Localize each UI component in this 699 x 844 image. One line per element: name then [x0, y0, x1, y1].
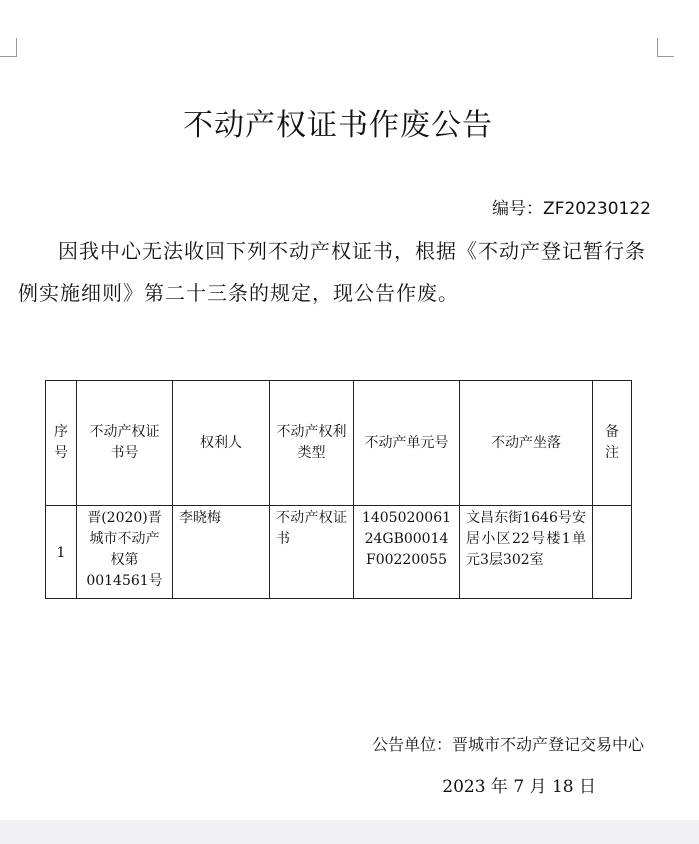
cell-seq: 1 — [46, 506, 77, 599]
cell-remark — [593, 506, 632, 599]
table-row — [46, 506, 632, 599]
cell-unit-no: 140502006124GB00014F00220055 — [354, 506, 460, 599]
cell-cert-no: 晋(2020)晋城市不动产权第0014561号 — [77, 506, 173, 599]
header-right-type: 不动产权利类型 — [270, 381, 354, 506]
document-title: 不动产权证书作废公告 — [183, 108, 493, 143]
document-number: 编号：ZF20230122 — [492, 199, 651, 219]
announcement-paragraph: 因我中心无法收回下列不动产权证书，根据《不动产登记暂行条例实施细则》第二十三条的规定，现公告作废。 — [18, 239, 646, 305]
cell-holder: 李晓梅 — [173, 506, 270, 599]
issuing-unit: 公告单位：晋城市不动产登记交易中心 — [371, 735, 644, 754]
header-location: 不动产坐落 — [460, 381, 593, 506]
margin-corner-mark-right — [657, 38, 674, 57]
header-holder: 权利人 — [173, 381, 270, 506]
certificate-table — [45, 380, 632, 599]
header-unit-no: 不动产单元号 — [354, 381, 460, 506]
issue-date: 2023 年 7 月 18 日 — [442, 777, 596, 797]
cell-right-type: 不动产权证书 — [270, 506, 354, 599]
cell-location: 文昌东街1646号安居小区22号楼1单元3层302室 — [460, 506, 593, 599]
margin-corner-mark-left — [0, 38, 17, 57]
table-header-row — [46, 381, 632, 506]
header-cert-no: 不动产权证书号 — [77, 381, 173, 506]
header-seq: 序号 — [46, 381, 77, 506]
viewer-bottom-strip — [0, 820, 699, 844]
header-remark: 备注 — [593, 381, 632, 506]
